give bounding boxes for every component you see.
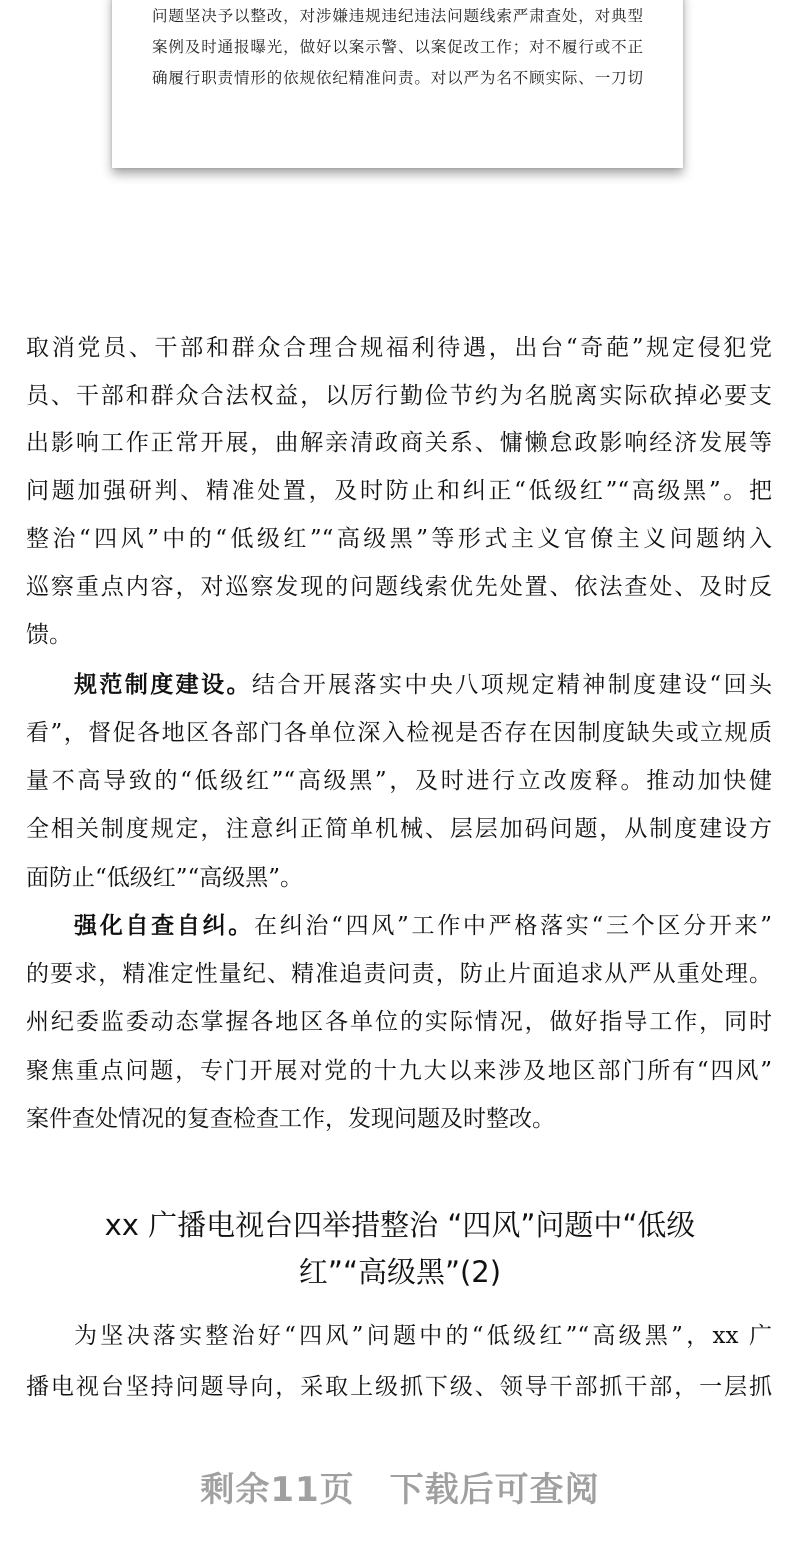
text-line: 取消党员、干部和群众合理合规福利待遇，出台“奇葩”规定侵犯党 [26, 335, 772, 361]
text-line: 的要求，精准定性量纪、精准追责问责，防止片面追求从严从重处理。 [26, 961, 772, 987]
text-line: 案件查处情况的复查检查工作，发现问题及时整改。 [26, 1106, 555, 1132]
preview-line: 案例及时通报曝光，做好以案示警、以案促改工作；对不履行或不正 [152, 38, 643, 56]
text-line: 问题加强研判、精准处置，及时防止和纠正“低级红”“高级黑”。把 [26, 478, 772, 504]
section-title: 红”“高级黑”(2) [298, 1255, 502, 1289]
paragraph-heading: 规范制度建设。 [74, 671, 252, 698]
text-line: 面防止“低级红”“高级黑”。 [26, 865, 304, 891]
preview-line: 问题坚决予以整改，对涉嫌违规违纪违法问题线索严肃查处，对典型 [152, 7, 643, 25]
text-line: 馈。 [26, 622, 72, 648]
text-line [74, 911, 772, 941]
text-line: 整治“四风”中的“低级红”“高级黑”等形式主义官僚主义问题纳入 [26, 526, 772, 552]
text-span: 结合开展落实中央八项规定精神制度建设“回头 [251, 672, 773, 698]
text-line: 员、干部和群众合法权益，以厉行勤俭节约为名脱离实际砍掉必要支 [26, 383, 772, 409]
text-line: 看”，督促各地区各部门各单位深入检视是否存在因制度缺失或立规质 [26, 720, 772, 746]
text-line: 全相关制度规定，注意纠正简单机械、层层加码问题，从制度建设方 [26, 816, 772, 842]
section-title: xx 广播电视台四举措整治 “四风”问题中“低级 [104, 1208, 696, 1242]
text-line: 量不高导致的“低级红”“高级黑”，及时进行立改废释。推动加快健 [26, 768, 772, 794]
remaining-pages-notice[interactable]: 剩余11页 下载后可查阅 [200, 1470, 600, 1510]
text-line: 巡察重点内容，对巡察发现的问题线索优先处置、依法查处、及时反 [26, 574, 772, 600]
paragraph-heading: 强化自查自纠。 [74, 912, 254, 939]
text-line: 州纪委监委动态掌握各地区各单位的实际情况，做好指导工作，同时 [26, 1009, 772, 1035]
text-line: 播电视台坚持问题导向，采取上级抓下级、领导干部抓干部，一层抓 [26, 1374, 772, 1400]
text-line: 聚焦重点问题，专门开展对党的十九大以来涉及地区部门所有“四风” [26, 1058, 772, 1084]
preview-line: 确履行职责情形的依规依纪精准问责。对以严为名不顾实际、一刀切 [152, 69, 643, 87]
text-line: 为坚决落实整治好“四风”问题中的“低级红”“高级黑”，xx 广 [74, 1323, 772, 1349]
text-line: 出影响工作正常开展，曲解亲清政商关系、慵懒怠政影响经济发展等 [26, 430, 772, 456]
text-line [74, 670, 772, 700]
page-preview-card [112, 0, 683, 168]
text-span: 在纠治“四风”工作中严格落实“三个区分开来” [254, 913, 772, 939]
